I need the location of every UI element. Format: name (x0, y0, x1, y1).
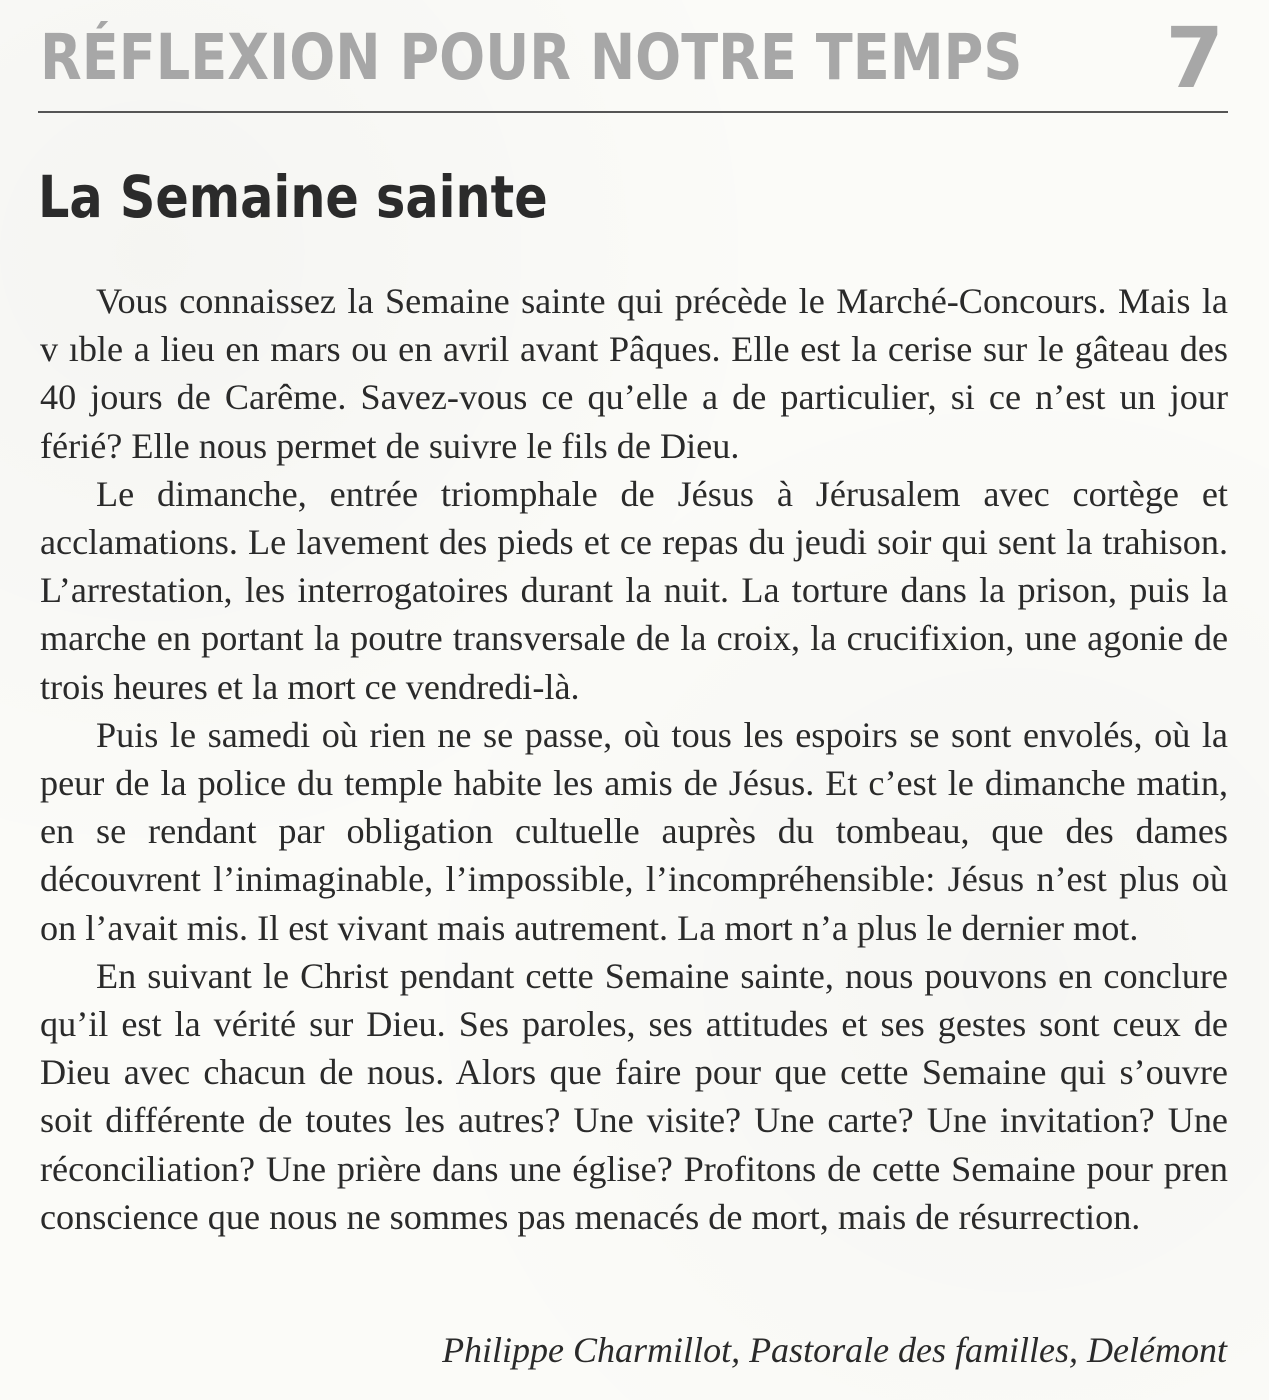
article-headline: La Semaine sainte (38, 163, 548, 231)
article-paragraph: Vous connaissez la Semaine sainte qui précède le Marché-Concours. Mais la v ıble a lieu en mars ou en avril avant Pâques. Elle est la cerise sur le gâteau des 40 jours de Carême. Savez-vous ce qu’elle a de particulier, si ce n’est un jour férié? Elle nous permet de suivre le fils de Dieu. (40, 281, 1228, 466)
author-signature: Philippe Charmillot, Pastorale des familles, Delémont (442, 1330, 1227, 1370)
page-number: 7 (1165, 9, 1224, 107)
article-paragraph: Le dimanche, entrée triomphale de Jésus à Jérusalem avec cortège et acclamations. Le lavement des pieds et ce repas du jeudi soir qui sent la trahison. L’arrestation, les interrogatoires durant la nuit. La torture dans la prison, puis la marche en portant la poutre transversale de la croix, la crucifixion, une agonie de trois heures et la mort ce vendredi-là. (40, 473, 1228, 707)
article-paragraph: En suivant le Christ pendant cette Semaine sainte, nous pouvons en conclure qu’il est la vérité sur Dieu. Ses paroles, ses attitudes et ses gestes sont ceux de Dieu avec chacun de nous. Alors que faire pour que cette Semaine qui s’ouvre soit différente de toutes les autres? Une visite? Une carte? Une invitation? Une réconciliation? Une prière dans une église? Profitons de cette Semaine pour pren conscience que nous ne sommes pas menacés de mort, mais de résurrection. (40, 955, 1228, 1237)
section-header (40, 9, 1230, 114)
article-body (40, 277, 1228, 1241)
header-rule (38, 111, 1228, 113)
section-title: RÉFLEXION POUR NOTRE TEMPS (40, 21, 1023, 94)
article-paragraph: Puis le samedi où rien ne se passe, où tous les espoirs se sont envolés, où la peur de la police du temple habite les amis de Jésus. Et c’est le dimanche matin, en se rendant par obligation cultuelle auprès du tombeau, que des dames découvrent l’inimaginable, l’impossible, l’incompréhensible: Jésus n’est plus où on l’avait mis. Il est vivant mais autrement. La mort n’a plus le dernier mot. (40, 714, 1228, 948)
